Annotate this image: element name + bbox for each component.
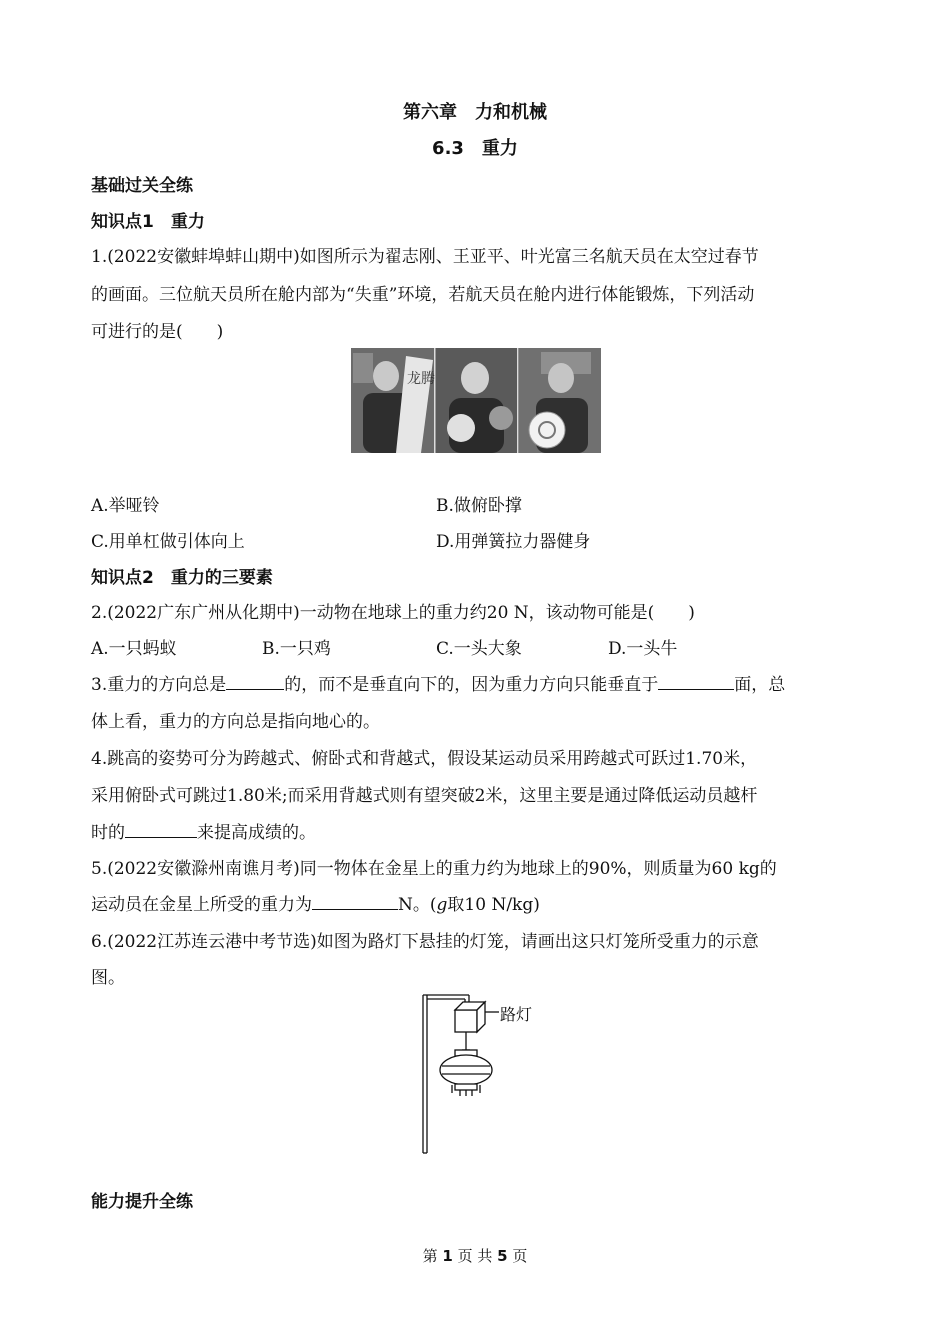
question-4-line-3 (91, 818, 316, 843)
question-1-line-3: 可进行的是( ) (91, 322, 224, 342)
question-2-option-b: B.一只鸡 (262, 639, 331, 659)
question-5-part-2: N。( (398, 895, 437, 915)
question-3-part-2: 的，而不是垂直向下的，因为重力方向只能垂直于 (284, 675, 659, 695)
astronauts-photo (351, 348, 601, 453)
question-1-line-2: 的画面。三位航天员所在舱内部为“失重”环境，若航天员在舱内进行体能锻炼，下列活动 (91, 285, 755, 305)
question-4-part-2: 来提高成绩的。 (197, 823, 316, 843)
question-5-part-1: 运动员在金星上所受的重力为 (91, 895, 312, 915)
street-lamp-label: 路灯 (500, 1005, 533, 1024)
question-1-option-d: D.用弹簧拉力器健身 (436, 532, 591, 552)
question-3-line-1 (91, 670, 785, 695)
knowledge-point-1: 知识点1 重力 (91, 212, 205, 232)
question-6-line-2: 图。 (91, 968, 125, 988)
question-5-line-1: 5.(2022安徽滁州南谯月考)同一物体在金星上的重力约为地球上的90%，则质量为60 kg的 (91, 859, 777, 879)
question-1-option-c: C.用单杠做引体向上 (91, 532, 245, 552)
chapter-title: 第六章 力和机械 (403, 102, 547, 123)
question-1-option-a: A.举哑铃 (91, 496, 160, 516)
page-footer (0, 1245, 950, 1266)
footer-suffix: 页 (512, 1247, 528, 1265)
question-4-line-1: 4.跳高的姿势可分为跨越式、俯卧式和背越式，假设某运动员采用跨越式可跃过1.70米， (91, 749, 758, 769)
answer-blank-q5[interactable] (312, 891, 398, 910)
section-title: 6.3 重力 (432, 138, 518, 159)
question-4-line-2: 采用俯卧式可跳过1.80米;而采用背越式则有望突破2米，这里主要是通过降低运动员越杆 (91, 786, 758, 806)
footer-prefix: 第 (422, 1247, 438, 1265)
section-heading-basic: 基础过关全练 (91, 176, 193, 196)
g-symbol: g (436, 895, 448, 915)
sign-text: 龙腾 (407, 371, 435, 387)
total-pages: 5 (497, 1247, 508, 1265)
answer-blank-q4[interactable] (125, 819, 197, 838)
answer-blank-q3-2[interactable] (658, 671, 734, 690)
question-3-part-3: 面，总 (734, 675, 786, 695)
footer-mid: 页 共 (457, 1247, 493, 1265)
question-2-option-a: A.一只蚂蚁 (91, 639, 177, 659)
question-4-part-1: 时的 (91, 823, 125, 843)
astronauts-photo-graphic (351, 348, 601, 453)
question-5-line-2 (91, 890, 540, 915)
question-6-line-1: 6.(2022江苏连云港中考节选)如图为路灯下悬挂的灯笼，请画出这只灯笼所受重力的示意 (91, 932, 759, 952)
question-3-line-2: 体上看，重力的方向总是指向地心的。 (91, 712, 380, 732)
question-1-line-1: 1.(2022安徽蚌埠蚌山期中)如图所示为翟志刚、王亚平、叶光富三名航天员在太空过春节 (91, 247, 759, 267)
page-number: 1 (442, 1247, 453, 1265)
street-lamp-lantern-figure (415, 990, 545, 1155)
section-heading-advanced: 能力提升全练 (91, 1192, 193, 1212)
question-1-option-b: B.做俯卧撑 (436, 496, 522, 516)
question-2-option-c: C.一头大象 (436, 639, 522, 659)
question-2-option-d: D.一头牛 (608, 639, 678, 659)
question-3-part-1: 3.重力的方向总是 (91, 675, 227, 695)
question-2-stem: 2.(2022广东广州从化期中)一动物在地球上的重力约20 N，该动物可能是( ) (91, 603, 695, 623)
knowledge-point-2: 知识点2 重力的三要素 (91, 568, 273, 588)
answer-blank-q3-1[interactable] (226, 671, 284, 690)
question-5-part-3: 取10 N/kg) (447, 895, 540, 915)
